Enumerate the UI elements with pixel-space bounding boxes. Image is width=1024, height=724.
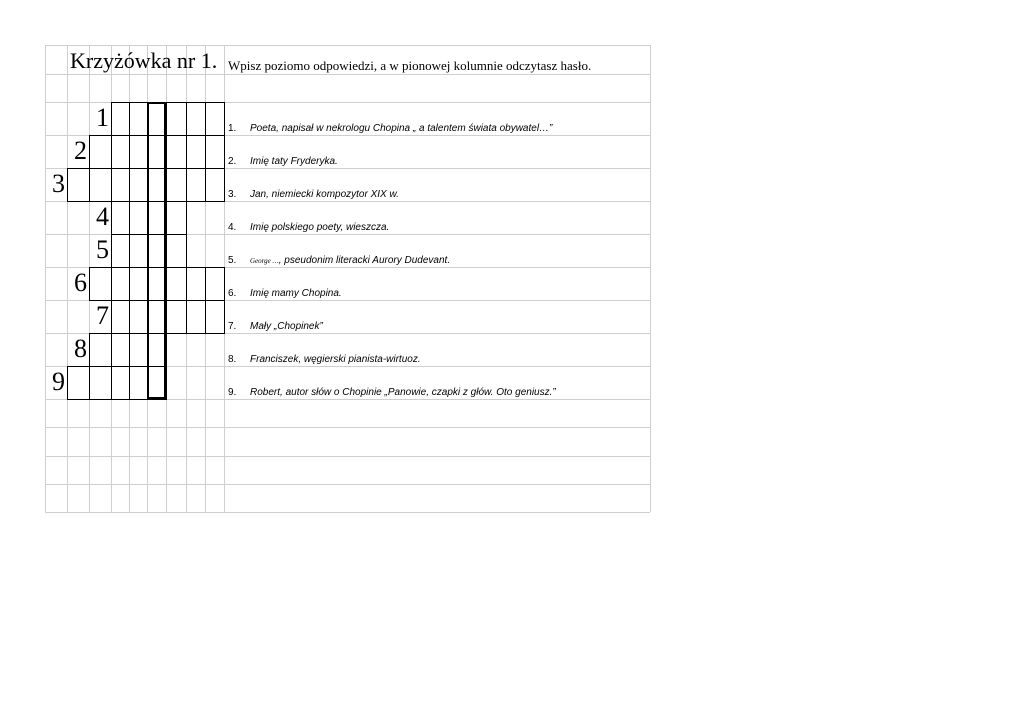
clue-item [228,287,342,301]
answer-cell[interactable] [205,300,225,334]
answer-cell[interactable] [166,102,187,136]
answer-cell[interactable] [166,234,187,268]
answer-cell[interactable] [186,300,206,334]
answer-cell[interactable] [67,168,90,202]
clue-item [228,386,556,400]
row-number: 9 [52,367,65,396]
row-number: 1 [96,103,109,132]
answer-cell[interactable] [111,168,130,202]
grid-line-horizontal [45,484,650,485]
answer-cell[interactable] [186,102,206,136]
answer-cell[interactable] [129,267,148,301]
grid-line-horizontal [45,456,650,457]
clue-number: 4. [228,222,237,233]
clue-text: Robert, autor słów o Chopinie „Panowie, czapki z głów. Oto geniusz.” [250,387,556,398]
answer-cell[interactable] [205,267,225,301]
clue-prefix: George … [250,257,279,265]
row-number: 8 [74,334,87,363]
clue-number: 1. [228,123,237,134]
clue-number: 5. [228,255,237,266]
grid-line-horizontal [45,74,650,75]
answer-cell[interactable] [205,135,225,169]
answer-cell[interactable] [205,102,225,136]
crossword-title: Krzyżówka nr 1. [70,48,218,73]
clue-item [228,320,323,334]
instruction-text: Wpisz poziomo odpowiedzi, a w pionowej kolumnie odczytasz hasło. [228,58,592,73]
clue-number: 2. [228,156,237,167]
answer-cell[interactable] [205,168,225,202]
answer-cell[interactable] [166,201,187,235]
clue-text: Imię taty Fryderyka. [250,156,338,167]
answer-cell[interactable] [111,102,130,136]
answer-cell[interactable] [111,267,130,301]
answer-cell[interactable] [89,333,112,367]
answer-cell[interactable] [111,300,130,334]
clue-number: 3. [228,189,237,200]
answer-cell[interactable] [129,234,148,268]
clue-text: Imię polskiego poety, wieszcza. [250,222,390,233]
row-number: 3 [52,169,65,198]
answer-cell[interactable] [166,300,187,334]
row-number: 5 [96,235,109,264]
grid-line-vertical [650,45,651,512]
answer-cell[interactable] [111,135,130,169]
answer-cell[interactable] [166,135,187,169]
clue-item [228,221,389,235]
solution-column [147,102,166,399]
grid-line-horizontal [45,512,650,513]
answer-cell[interactable] [186,168,206,202]
answer-cell[interactable] [129,201,148,235]
clue-text: Jan, niemiecki kompozytor XIX w. [250,189,399,200]
answer-cell[interactable] [129,135,148,169]
answer-cell[interactable] [129,300,148,334]
clue-item [228,155,338,169]
clue-item [228,188,399,202]
clue-text: , pseudonim literacki Aurory Dudevant. [278,255,451,266]
answer-cell[interactable] [166,267,187,301]
answer-cell[interactable] [89,366,112,400]
row-number: 2 [74,136,87,165]
answer-cell[interactable] [67,366,90,400]
answer-cell[interactable] [111,234,130,268]
answer-cell[interactable] [111,201,130,235]
answer-cell[interactable] [111,333,130,367]
answer-cell[interactable] [129,168,148,202]
row-number: 6 [74,268,87,297]
clue-text: Mały „Chopinek” [250,321,323,332]
clue-number: 7. [228,321,237,332]
answer-cell[interactable] [89,135,112,169]
row-number: 4 [96,202,109,231]
answer-cell[interactable] [129,102,148,136]
answer-cell[interactable] [166,168,187,202]
clue-text: Franciszek, węgierski pianista-wirtuoz. [250,354,421,365]
grid-line-horizontal [45,427,650,428]
clue-text: Poeta, napisał w nekrologu Chopina „ a talentem świata obywatel…” [250,123,553,134]
answer-cell[interactable] [89,168,112,202]
clue-item [228,122,552,136]
answer-cell[interactable] [129,366,148,400]
answer-cell[interactable] [186,267,206,301]
clue-text: Imię mamy Chopina. [250,288,342,299]
grid-line-vertical [45,45,46,512]
clue-number: 6. [228,288,237,299]
clue-number: 8. [228,354,237,365]
answer-cell[interactable] [129,333,148,367]
clue-item [228,353,421,367]
grid-line-horizontal [45,45,650,46]
clue-item [228,254,450,268]
clue-number: 9. [228,387,237,398]
answer-cell[interactable] [111,366,130,400]
row-number: 7 [96,301,109,330]
answer-cell[interactable] [89,267,112,301]
answer-cell[interactable] [186,135,206,169]
